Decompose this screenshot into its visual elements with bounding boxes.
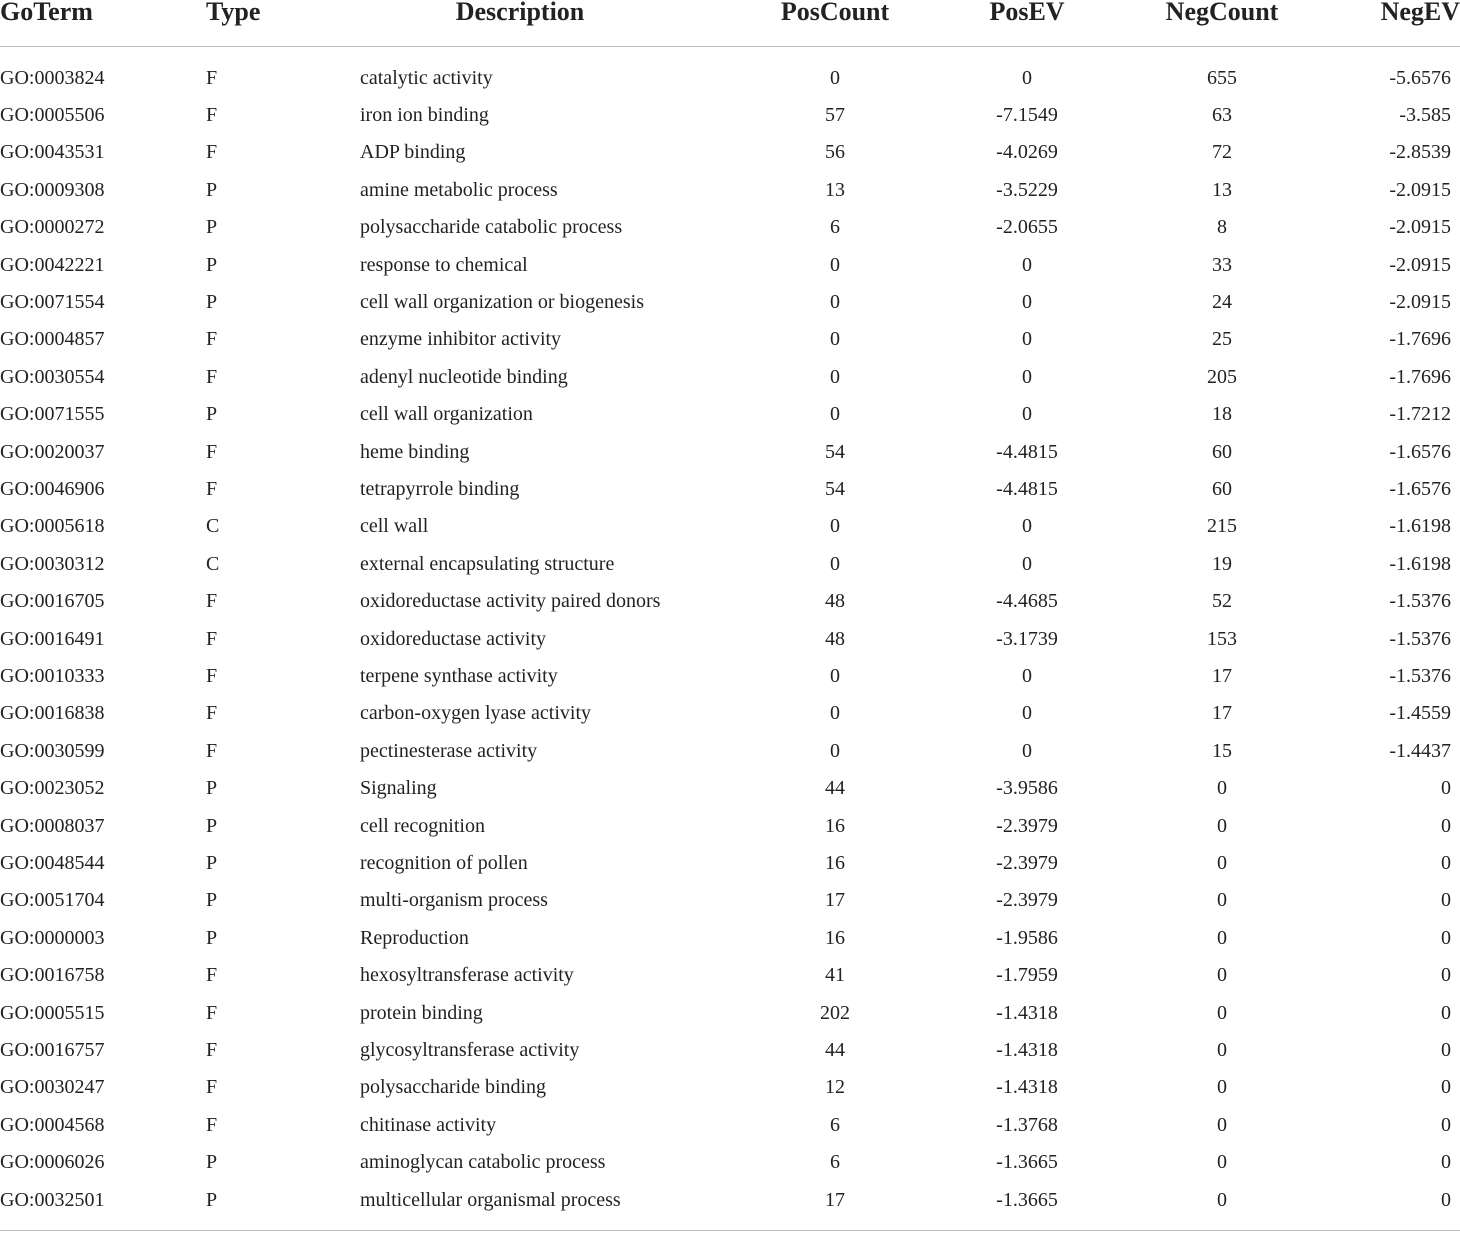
cell-goterm: GO:0005515: [0, 1001, 105, 1024]
cell-goterm: GO:0016491: [0, 627, 105, 650]
cell-negcount: 25: [1212, 328, 1232, 351]
cell-goterm: GO:0020037: [0, 440, 105, 463]
cell-negcount: 215: [1207, 515, 1237, 538]
table-row: [0, 1069, 1460, 1106]
cell-posev: -2.3979: [996, 814, 1058, 837]
cell-poscount: 6: [830, 216, 840, 239]
cell-description: amine metabolic process: [360, 178, 558, 201]
cell-type: P: [206, 852, 218, 875]
cell-posev: -4.4815: [996, 478, 1058, 501]
cell-poscount: 16: [825, 814, 845, 837]
cell-poscount: 54: [825, 478, 845, 501]
cell-negev: -1.7696: [1389, 328, 1451, 351]
cell-negcount: 655: [1207, 66, 1237, 89]
cell-goterm: GO:0042221: [0, 253, 105, 276]
cell-posev: -2.0655: [996, 216, 1058, 239]
table-row: [0, 134, 1460, 171]
table-row: [0, 994, 1460, 1031]
cell-negcount: 0: [1217, 889, 1227, 912]
cell-posev: 0: [1022, 253, 1032, 276]
cell-description: aminoglycan catabolic process: [360, 1151, 606, 1174]
header-description: Description: [455, 0, 585, 26]
cell-negcount: 60: [1212, 478, 1232, 501]
cell-description: glycosyltransferase activity: [360, 1039, 580, 1062]
cell-type: F: [206, 1076, 218, 1099]
cell-posev: 0: [1022, 328, 1032, 351]
cell-negcount: 72: [1212, 141, 1232, 164]
cell-type: F: [206, 702, 218, 725]
cell-type: F: [206, 104, 218, 127]
table-row: [0, 508, 1460, 545]
cell-goterm: GO:0009308: [0, 178, 105, 201]
cell-goterm: GO:0048544: [0, 852, 105, 875]
cell-description: pectinesterase activity: [360, 739, 538, 762]
cell-description: carbon-oxygen lyase activity: [360, 702, 592, 725]
cell-poscount: 16: [825, 852, 845, 875]
cell-poscount: 48: [825, 590, 845, 613]
cell-type: F: [206, 328, 218, 351]
table-header: [0, 0, 1460, 47]
cell-goterm: GO:0000003: [0, 926, 105, 949]
cell-goterm: GO:0003824: [0, 66, 105, 89]
cell-type: P: [206, 291, 218, 314]
cell-negcount: 0: [1217, 1076, 1227, 1099]
cell-negev: -1.4437: [1389, 739, 1451, 762]
cell-type: P: [206, 926, 218, 949]
table-row: [0, 657, 1460, 694]
cell-goterm: GO:0071555: [0, 403, 105, 426]
table-row: [0, 59, 1460, 96]
cell-posev: 0: [1022, 552, 1032, 575]
cell-posev: 0: [1022, 365, 1032, 388]
cell-type: F: [206, 739, 218, 762]
cell-goterm: GO:0043531: [0, 141, 105, 164]
cell-poscount: 16: [825, 926, 845, 949]
cell-description: heme binding: [360, 440, 470, 463]
cell-type: P: [206, 889, 218, 912]
cell-goterm: GO:0016757: [0, 1039, 105, 1062]
cell-negev: -1.4559: [1389, 702, 1451, 725]
table-row: [0, 882, 1460, 919]
cell-negev: -2.0915: [1389, 291, 1451, 314]
table-row: [0, 807, 1460, 844]
cell-goterm: GO:0008037: [0, 814, 105, 837]
table-row: [0, 433, 1460, 470]
table-row: [0, 209, 1460, 246]
cell-goterm: GO:0005506: [0, 104, 105, 127]
cell-posev: -1.3665: [996, 1188, 1058, 1211]
cell-description: catalytic activity: [360, 66, 493, 89]
cell-negev: -1.5376: [1389, 590, 1451, 613]
cell-goterm: GO:0051704: [0, 889, 105, 912]
cell-type: P: [206, 403, 218, 426]
cell-negcount: 0: [1217, 1151, 1227, 1174]
cell-description: external encapsulating structure: [360, 552, 615, 575]
cell-negcount: 15: [1212, 739, 1232, 762]
cell-goterm: GO:0004857: [0, 328, 105, 351]
cell-description: polysaccharide binding: [360, 1076, 547, 1099]
cell-negev: 0: [1441, 926, 1451, 949]
header-type: Type: [206, 0, 261, 26]
cell-goterm: GO:0032501: [0, 1188, 105, 1211]
cell-negev: 0: [1441, 777, 1451, 800]
cell-type: F: [206, 478, 218, 501]
table-row: [0, 358, 1460, 395]
table-row: [0, 844, 1460, 881]
header-posev: PosEV: [989, 0, 1065, 26]
table-row: [0, 171, 1460, 208]
cell-poscount: 57: [825, 104, 845, 127]
header-poscount: PosCount: [780, 0, 890, 26]
cell-poscount: 202: [820, 1001, 850, 1024]
table-row: [0, 246, 1460, 283]
table-row: [0, 396, 1460, 433]
table-row: [0, 321, 1460, 358]
cell-negcount: 52: [1212, 590, 1232, 613]
table-row: [0, 1144, 1460, 1181]
cell-posev: -1.4318: [996, 1076, 1058, 1099]
cell-negev: 0: [1441, 1113, 1451, 1136]
cell-description: tetrapyrrole binding: [360, 478, 520, 501]
cell-description: iron ion binding: [360, 104, 489, 127]
cell-negev: -1.6576: [1389, 478, 1451, 501]
cell-type: P: [206, 178, 218, 201]
cell-poscount: 0: [830, 328, 840, 351]
cell-poscount: 0: [830, 365, 840, 388]
cell-negcount: 205: [1207, 365, 1237, 388]
cell-negev: 0: [1441, 1188, 1451, 1211]
cell-type: P: [206, 253, 218, 276]
header-negev: NegEV: [1380, 0, 1460, 26]
cell-poscount: 56: [825, 141, 845, 164]
cell-negev: -1.6198: [1389, 515, 1451, 538]
cell-negev: 0: [1441, 1151, 1451, 1174]
header-goterm: GoTerm: [0, 0, 93, 26]
cell-poscount: 0: [830, 66, 840, 89]
cell-posev: 0: [1022, 291, 1032, 314]
cell-type: C: [206, 515, 220, 538]
cell-negcount: 60: [1212, 440, 1232, 463]
table-row: [0, 919, 1460, 956]
cell-negev: 0: [1441, 852, 1451, 875]
cell-type: F: [206, 440, 218, 463]
cell-posev: -4.4815: [996, 440, 1058, 463]
cell-poscount: 0: [830, 291, 840, 314]
cell-description: cell wall organization: [360, 403, 533, 426]
cell-poscount: 0: [830, 403, 840, 426]
cell-description: response to chemical: [360, 253, 528, 276]
cell-description: cell wall organization or biogenesis: [360, 291, 644, 314]
cell-description: cell recognition: [360, 814, 485, 837]
cell-posev: -4.4685: [996, 590, 1058, 613]
table-row: [0, 283, 1460, 320]
cell-negev: 0: [1441, 889, 1451, 912]
cell-poscount: 17: [825, 889, 845, 912]
cell-posev: -2.3979: [996, 852, 1058, 875]
cell-type: F: [206, 1039, 218, 1062]
cell-description: enzyme inhibitor activity: [360, 328, 562, 351]
cell-negev: -2.0915: [1389, 178, 1451, 201]
cell-description: hexosyltransferase activity: [360, 964, 574, 987]
cell-poscount: 44: [825, 1039, 845, 1062]
cell-negev: 0: [1441, 1001, 1451, 1024]
cell-description: terpene synthase activity: [360, 665, 558, 688]
cell-negcount: 17: [1212, 665, 1232, 688]
cell-description: Signaling: [360, 777, 437, 800]
cell-negev: 0: [1441, 1076, 1451, 1099]
cell-negev: -1.5376: [1389, 665, 1451, 688]
cell-description: polysaccharide catabolic process: [360, 216, 623, 239]
cell-goterm: GO:0023052: [0, 777, 105, 800]
cell-poscount: 0: [830, 739, 840, 762]
cell-description: adenyl nucleotide binding: [360, 365, 568, 388]
cell-type: F: [206, 964, 218, 987]
cell-posev: -2.3979: [996, 889, 1058, 912]
cell-description: ADP binding: [360, 141, 466, 164]
table-row: [0, 1031, 1460, 1068]
cell-posev: 0: [1022, 739, 1032, 762]
cell-goterm: GO:0010333: [0, 665, 105, 688]
cell-type: F: [206, 627, 218, 650]
cell-negcount: 18: [1212, 403, 1232, 426]
table-row: [0, 1106, 1460, 1143]
cell-type: C: [206, 552, 220, 575]
cell-negcount: 8: [1217, 216, 1227, 239]
cell-type: P: [206, 814, 218, 837]
cell-type: F: [206, 141, 218, 164]
cell-posev: -1.4318: [996, 1001, 1058, 1024]
cell-negev: -2.0915: [1389, 253, 1451, 276]
cell-negcount: 0: [1217, 777, 1227, 800]
table-row: [0, 732, 1460, 769]
cell-description: Reproduction: [360, 926, 469, 949]
cell-negcount: 0: [1217, 1188, 1227, 1211]
cell-goterm: GO:0016705: [0, 590, 105, 613]
table-row: [0, 620, 1460, 657]
cell-poscount: 54: [825, 440, 845, 463]
cell-goterm: GO:0016758: [0, 964, 105, 987]
cell-type: F: [206, 590, 218, 613]
cell-negcount: 24: [1212, 291, 1232, 314]
cell-posev: 0: [1022, 515, 1032, 538]
cell-poscount: 41: [825, 964, 845, 987]
cell-negcount: 0: [1217, 814, 1227, 837]
cell-posev: -1.7959: [996, 964, 1058, 987]
cell-goterm: GO:0004568: [0, 1113, 105, 1136]
cell-poscount: 6: [830, 1151, 840, 1174]
cell-description: protein binding: [360, 1001, 483, 1024]
cell-description: oxidoreductase activity: [360, 627, 547, 650]
cell-posev: -1.4318: [996, 1039, 1058, 1062]
cell-posev: -3.9586: [996, 777, 1058, 800]
cell-poscount: 6: [830, 1113, 840, 1136]
cell-goterm: GO:0006026: [0, 1151, 105, 1174]
cell-type: F: [206, 1001, 218, 1024]
cell-negcount: 0: [1217, 1001, 1227, 1024]
cell-negcount: 0: [1217, 1113, 1227, 1136]
cell-poscount: 0: [830, 702, 840, 725]
cell-negcount: 153: [1207, 627, 1237, 650]
cell-negev: 0: [1441, 964, 1451, 987]
cell-negcount: 0: [1217, 1039, 1227, 1062]
cell-goterm: GO:0016838: [0, 702, 105, 725]
cell-goterm: GO:0046906: [0, 478, 105, 501]
cell-posev: -4.0269: [996, 141, 1058, 164]
cell-posev: 0: [1022, 702, 1032, 725]
table-row: [0, 96, 1460, 133]
cell-negev: -1.7696: [1389, 365, 1451, 388]
cell-type: P: [206, 1188, 218, 1211]
cell-type: F: [206, 66, 218, 89]
cell-goterm: GO:0030554: [0, 365, 105, 388]
header-negcount: NegCount: [1165, 0, 1279, 26]
cell-type: F: [206, 365, 218, 388]
cell-poscount: 0: [830, 253, 840, 276]
cell-negev: 0: [1441, 1039, 1451, 1062]
cell-goterm: GO:0005618: [0, 515, 105, 538]
table-bottom-rule: [0, 1230, 1460, 1231]
cell-poscount: 0: [830, 515, 840, 538]
cell-goterm: GO:0000272: [0, 216, 105, 239]
cell-negev: -1.7212: [1389, 403, 1451, 426]
cell-type: P: [206, 216, 218, 239]
cell-posev: 0: [1022, 66, 1032, 89]
cell-posev: -1.3665: [996, 1151, 1058, 1174]
table-row: [0, 957, 1460, 994]
cell-posev: -1.3768: [996, 1113, 1058, 1136]
cell-posev: 0: [1022, 665, 1032, 688]
cell-negcount: 33: [1212, 253, 1232, 276]
cell-type: F: [206, 1113, 218, 1136]
cell-negcount: 63: [1212, 104, 1232, 127]
cell-type: F: [206, 665, 218, 688]
cell-poscount: 44: [825, 777, 845, 800]
cell-negev: -2.8539: [1389, 141, 1451, 164]
cell-poscount: 17: [825, 1188, 845, 1211]
cell-poscount: 0: [830, 665, 840, 688]
cell-type: P: [206, 777, 218, 800]
table-row: [0, 695, 1460, 732]
cell-goterm: GO:0030247: [0, 1076, 105, 1099]
cell-posev: -3.1739: [996, 627, 1058, 650]
cell-poscount: 13: [825, 178, 845, 201]
table-row: [0, 470, 1460, 507]
cell-description: recognition of pollen: [360, 852, 528, 875]
cell-negev: -1.6576: [1389, 440, 1451, 463]
cell-negev: 0: [1441, 814, 1451, 837]
cell-negev: -5.6576: [1389, 66, 1451, 89]
cell-negcount: 0: [1217, 926, 1227, 949]
cell-description: multi-organism process: [360, 889, 548, 912]
cell-negcount: 13: [1212, 178, 1232, 201]
cell-negcount: 19: [1212, 552, 1232, 575]
cell-negev: -1.6198: [1389, 552, 1451, 575]
cell-negev: -1.5376: [1389, 627, 1451, 650]
cell-type: P: [206, 1151, 218, 1174]
cell-goterm: GO:0071554: [0, 291, 105, 314]
cell-poscount: 48: [825, 627, 845, 650]
cell-negev: -2.0915: [1389, 216, 1451, 239]
table-row: [0, 545, 1460, 582]
cell-negev: -3.585: [1399, 104, 1451, 127]
cell-goterm: GO:0030599: [0, 739, 105, 762]
cell-description: cell wall: [360, 515, 429, 538]
cell-negcount: 17: [1212, 702, 1232, 725]
cell-poscount: 12: [825, 1076, 845, 1099]
cell-posev: -7.1549: [996, 104, 1058, 127]
cell-negcount: 0: [1217, 964, 1227, 987]
table-row: [0, 770, 1460, 807]
cell-posev: 0: [1022, 403, 1032, 426]
cell-description: chitinase activity: [360, 1113, 497, 1136]
cell-negcount: 0: [1217, 852, 1227, 875]
cell-poscount: 0: [830, 552, 840, 575]
cell-posev: -3.5229: [996, 178, 1058, 201]
table-row: [0, 583, 1460, 620]
cell-description: multicellular organismal process: [360, 1188, 621, 1211]
cell-goterm: GO:0030312: [0, 552, 105, 575]
cell-description: oxidoreductase activity paired donors: [360, 590, 661, 613]
cell-posev: -1.9586: [996, 926, 1058, 949]
table-row: [0, 1181, 1460, 1218]
